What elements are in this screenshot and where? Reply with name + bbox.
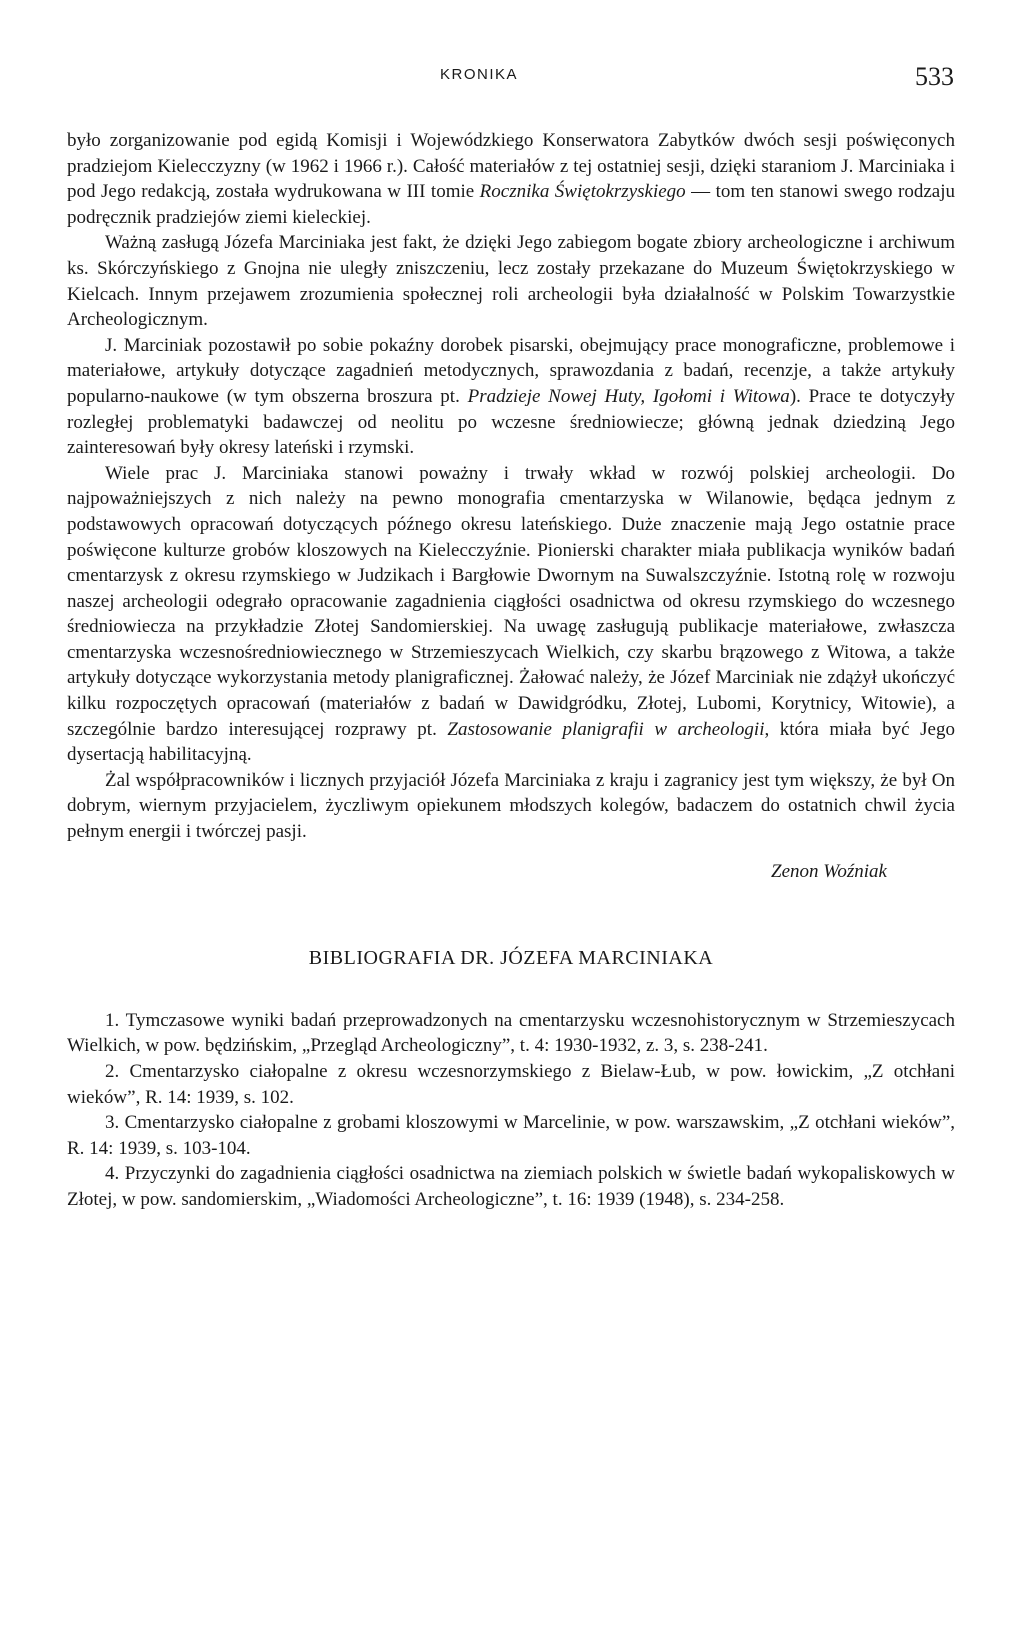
paragraph-text: — tom ten stanowi swego rodzaju podręcznik pradziejów ziemi kieleckiej. bbox=[67, 181, 955, 228]
bibliography-entry: 4. Przyczynki do zagadnienia ciągłości osadnictwa na ziemiach polskich w świetle badań wykopaliskowych w Złotej, w pow. sandomierskim, „Wiadomości Archeologiczne”, t. 16: 1939 (1948), s. 234-258. bbox=[67, 1163, 955, 1210]
bibliography-entry: 2. Cmentarzysko ciałopalne z okresu wczesnorzymskiego z Bielaw-Łub, w pow. łowickim, „Z otchłani wieków”, R. 14: 1939, s. 102. bbox=[67, 1061, 955, 1108]
journal-title: Rocznika Świętokrzyskiego bbox=[479, 181, 686, 203]
paragraph-text: Wiele prac J. Marciniaka stanowi poważny i trwały wkład w rozwój polskiej archeologii. Do najpoważniejszych z nich należy na pewno monografia cmentarzyska w Wilanowie, będąca jednym z podstawowych opracowań dotyczących późnego okresu lateńskiego. Duże znaczenie mają Jego ostatnie prace poświęcone kulturze grobów kloszowych na Kielecczyźnie. Pionierski charakter miała publikacja wyników badań cmentarzysk z okresu rzymskiego w Judzikach i Bargłowie Dwornym na Suwalszczyźnie. Istotną rolę w rozwoju naszej archeologii odegrało opracowanie zagadnienia ciągłości osadnictwa od okresu rzymskiego do wczesnego średniowiecza na przykładzie Złotej Sandomierskiej. Na uwagę zasługują publikacje materiałowe, zwłaszcza cmentarzyska wczesnośredniowiecznego w Strzemieszycach Wielkich, czy skarbu brązowego z Witowa, a także artykuły dotyczące wykorzystania metody planigraficznej. Żałować należy, że Józef Marciniak nie zdążył ukończyć kilku rozpoczętych opracowań (materiałów z badań w Dawidgródku, Złotej, Lubomi, Korytnicy, Witowie), a szczególnie bardzo interesującej rozprawy pt. bbox=[67, 462, 955, 740]
paragraph: Żal współpracowników i licznych przyjaciół Józefa Marciniaka z kraju i zagranicy jest tym większy, że był On dobrym, wiernym przyjacielem, życzliwym opiekunem młodszych kolegów, badaczem do ostatnich chwil życia pełnym energii i twórczej pasji. bbox=[67, 769, 955, 843]
paragraph bbox=[67, 128, 955, 230]
dissertation-title: Zastosowanie planigrafii w archeologii bbox=[447, 718, 765, 740]
bibliography-entry: 1. Tymczasowe wyniki badań przeprowadzonych na cmentarzysku wczesnohistorycznym w Strzemieszycach Wielkich, w pow. będzińskim, „Przegląd Archeologiczny”, t. 4: 1930-1932, z. 3, s. 238-241. bbox=[67, 1009, 955, 1057]
paragraph-text: ). Prace te dotyczyły rozległej problematyki badawczej od neolitu po wczesne średniowiecze; główną jednak dziedziną Jego zainteresowań były okresy lateński i rzymski. bbox=[67, 385, 956, 459]
author-signature: Zenon Woźniak bbox=[771, 860, 887, 882]
page-body bbox=[67, 128, 955, 1213]
paragraph: Ważną zasługą Józefa Marciniaka jest fakt, że dzięki Jego zabiegom bogate zbiory archeologiczne i archiwum ks. Skórczyńskiego z Gnojna nie uległy zniszczeniu, lecz zostały przekazane do Muzeum Świętokrzyskiego w Kielcach. Innym przejawem zrozumienia społecznej roli archeologii była działalność w Polskim Towarzystkie Archeologicznym. bbox=[67, 232, 955, 331]
bibliography-entry: 3. Cmentarzysko ciałopalne z grobami kloszowymi w Marcelinie, w pow. warszawskim, „Z otchłani wieków”, R. 14: 1939, s. 103-104. bbox=[67, 1112, 955, 1159]
page-header bbox=[0, 62, 1024, 102]
bibliography-title: BIBLIOGRAFIA DR. JÓZEFA MARCINIAKA bbox=[308, 947, 714, 970]
page-number: 533 bbox=[915, 62, 954, 91]
paragraph bbox=[67, 333, 955, 461]
paragraph-text: J. Marciniak pozostawił po sobie pokaźny dorobek pisarski, obejmujący prace monograficzne, problemowe i materiałowe, artykuły dotyczące zagadnień metodycznych, sprawozdania z badań, recenzje, a także artykuły popularno-naukowe (w tym obszerna broszura pt. bbox=[67, 334, 955, 407]
book-title: Pradzieje Nowej Huty, Igołomi i Witowa bbox=[467, 385, 790, 407]
paragraph-text: było zorganizowanie pod egidą Komisji i Wojewódzkiego Konserwatora Zabytków dwóch sesji poświęconych pradziejom Kielecczyzny (w 1962 i 1966 r.). Całość materiałów z tej ostatniej sesji, dzięki staraniom J. Marciniaka i pod Jego redakcją, została wydrukowana w III tomie bbox=[67, 130, 955, 203]
paragraph-text: , która miała być Jego dysertacją habilitacyjną. bbox=[67, 718, 955, 766]
paragraph bbox=[67, 461, 955, 768]
running-head: KRONIKA bbox=[440, 66, 519, 83]
